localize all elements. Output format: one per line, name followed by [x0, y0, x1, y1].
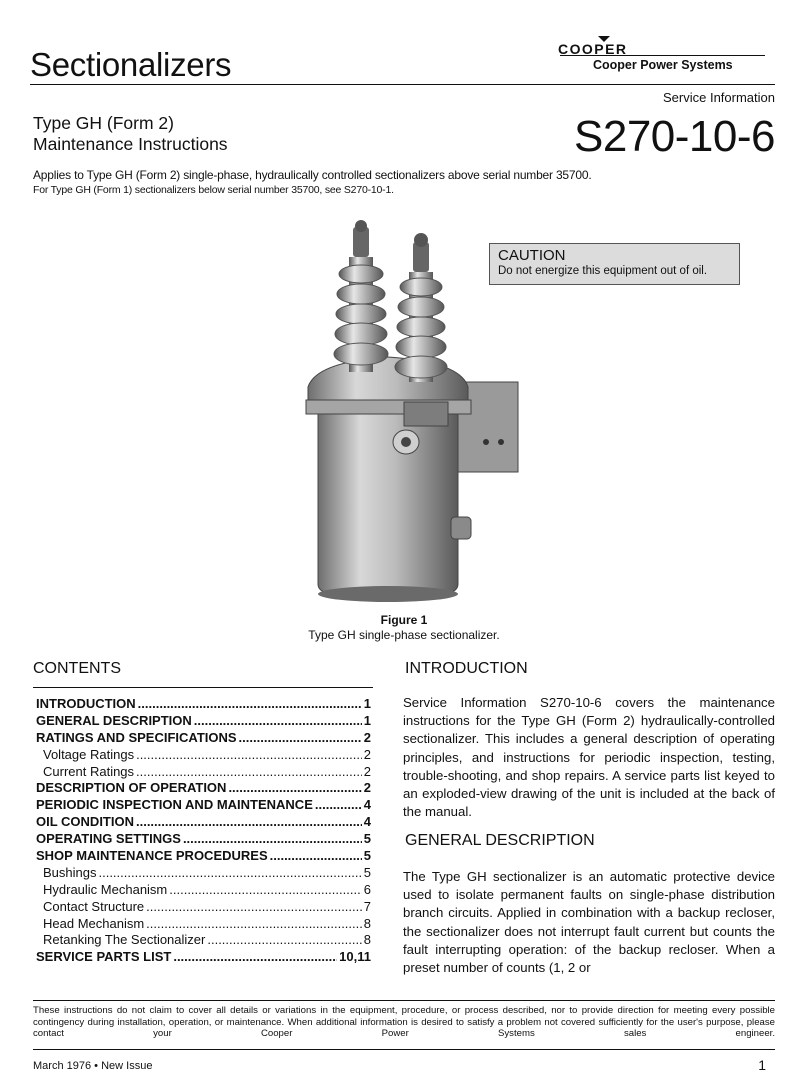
footer-rule-bottom	[33, 1049, 775, 1050]
brand-rule	[560, 55, 765, 56]
toc-entry-ratings[interactable]: RATINGS AND SPECIFICATIONS ..... 2	[36, 730, 371, 747]
document-subtitle	[33, 113, 228, 155]
page-number: 1	[758, 1057, 766, 1073]
contents-rule	[33, 687, 373, 688]
svg-text:COOPER: COOPER	[558, 41, 626, 56]
toc-entry-shop-maintenance[interactable]: SHOP MAINTENANCE PROCEDURES ..... 5	[36, 848, 371, 865]
cooper-logo	[558, 36, 648, 56]
figure-caption: Type GH single-phase sectionalizer.	[308, 628, 500, 642]
toc-entry-hydraulic-mechanism[interactable]: Hydraulic Mechanism ..... 6	[36, 882, 371, 899]
general-description-heading: GENERAL DESCRIPTION	[405, 832, 595, 849]
subtitle-line-1: Type GH (Form 2)	[33, 113, 174, 133]
caution-title: CAUTION	[498, 247, 566, 264]
toc-entry-head-mechanism[interactable]: Head Mechanism ..... 8	[36, 916, 371, 933]
toc-entry-retanking[interactable]: Retanking The Sectionalizer ..... 8	[36, 932, 371, 949]
page-title: Sectionalizers	[30, 46, 232, 83]
service-information-label: Service Information	[663, 90, 775, 105]
toc-entry-operating-settings[interactable]: OPERATING SETTINGS ..... 5	[36, 831, 371, 848]
general-description-text: The Type GH sectionalizer is an automatic protective device used to isolate permanent faults on single-phase distribution branch circuits. Applied in combination with a backup recloser, the sectionalizer does not interrupt fault current but counts the fault interrupting operation: of the backup recloser. When a preset number of counts (1, 2 or	[403, 869, 775, 976]
toc-entry-periodic-inspection[interactable]: PERIODIC INSPECTION AND MAINTENANCE ..... 4	[36, 797, 371, 814]
caution-text: Do not energize this equipment out of oil.	[498, 265, 708, 277]
contents-heading: CONTENTS	[33, 660, 121, 677]
toc-entry-introduction[interactable]: INTRODUCTION ..... 1	[36, 696, 371, 713]
date-text: March 1976	[33, 1060, 92, 1072]
form1-reference-note: For Type GH (Form 1) sectionalizers below serial number 35700, see S270-10-1.	[33, 184, 394, 196]
bushing-left	[334, 220, 388, 372]
disclaimer-text: These instructions do not claim to cover all details or variations in the equipment, procedure, or process described, nor to provide direction for meeting every possible contingency during installation, operation, or maintenance. When additional information is desired to satisfy a problem not covered sufficiently for the user's purpose, please contact your Cooper Power Systems sales engineer.	[33, 1005, 775, 1040]
subtitle-line-2: Maintenance Instructions	[33, 134, 228, 154]
issue-date	[33, 1060, 152, 1072]
toc-entry-bushings[interactable]: Bushings ..... 5	[36, 865, 371, 882]
toc-entry-voltage-ratings[interactable]: Voltage Ratings ..... 2	[36, 747, 371, 764]
toc-entry-oil-condition[interactable]: OIL CONDITION ..... 4	[36, 814, 371, 831]
footer-rule-top	[33, 1000, 775, 1001]
table-of-contents	[36, 696, 371, 966]
sectionalizer-photo	[296, 212, 526, 607]
introduction-text: Service Information S270-10-6 covers the maintenance instructions for the Type GH (Form 2) hydraulically-controlled sectionalizer. This includes a general description of operating principles, and instructions for periodic inspection, testing, trouble-shooting, and shop repairs. A service parts list keyed to an exploded-view drawing of the unit is included at the back of the manual.	[403, 695, 775, 820]
caution-box	[489, 243, 740, 285]
toc-entry-contact-structure[interactable]: Contact Structure ..... 7	[36, 899, 371, 916]
issue-text: New Issue	[101, 1060, 153, 1072]
toc-entry-current-ratings[interactable]: Current Ratings ..... 2	[36, 764, 371, 781]
brand-name: Cooper Power Systems	[593, 58, 733, 72]
toc-entry-general-description[interactable]: GENERAL DESCRIPTION ..... 1	[36, 713, 371, 730]
bushing-right	[395, 233, 447, 382]
applies-to-note: Applies to Type GH (Form 2) single-phase, hydraulically controlled sectionalizers above serial number 35700.	[33, 168, 592, 182]
document-number: S270-10-6	[574, 112, 775, 161]
bullet-icon: •	[94, 1060, 99, 1072]
header-rule	[30, 84, 775, 85]
toc-entry-description-of-operation[interactable]: DESCRIPTION OF OPERATION ..... 2	[36, 780, 371, 797]
toc-entry-service-parts-list[interactable]: SERVICE PARTS LIST ..... 10,11	[36, 949, 371, 966]
figure-label: Figure 1	[380, 613, 428, 627]
introduction-heading: INTRODUCTION	[405, 660, 528, 677]
